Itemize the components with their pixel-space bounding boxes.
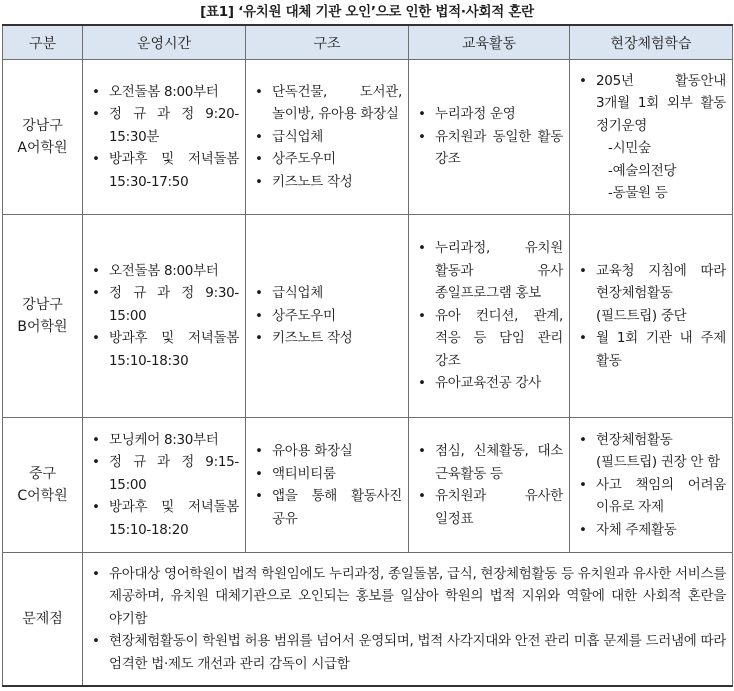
- table-row: [3, 60, 733, 215]
- list-item: • 점심, 신체활동, 대소 근육활동 등: [411, 440, 563, 485]
- header-row: [3, 25, 733, 60]
- list-item: • 유아대상 영어학원이 법적 학원임에도 누리과정, 종일돌봄, 급식, 현장체험활동 등 유치원과 유사한 서비스를 제공하며, 유치원 대체기관으로 오인되는 홍보를 일삼아 학원의 법적 지위와 역할에 대한 사회적 혼란을 야기함: [85, 563, 726, 631]
- list-item: • 유아 컨디션, 관계, 적응 등 담임 관리 강조: [411, 305, 563, 373]
- list-item: -예술의전당: [608, 162, 677, 179]
- list-item: • 월 1회 기관 내 주제 활동: [572, 327, 726, 372]
- structure-cell: [246, 215, 409, 418]
- row-label: 강남구 B어학원: [3, 215, 83, 418]
- list-item: • 키즈노트 작성: [248, 327, 402, 350]
- list-item: • 205년 활동안내 3개월 1회 외부 활동 정기운영: [572, 70, 726, 138]
- list-item: • 정 규 과 정 9:20-15:30분: [85, 103, 239, 148]
- comparison-table: [2, 24, 733, 687]
- list-item: -시민숲: [608, 140, 651, 156]
- header-field-trip: 현장체험학습: [570, 25, 733, 60]
- list-item: • 단독건물, 도서관, 놀이방, 유아용 화장실: [248, 81, 402, 126]
- problem-cell: [83, 553, 733, 686]
- list-item: • 방과후 및 저녁돌봄 15:10-18:30: [85, 327, 239, 372]
- structure-cell: [246, 60, 409, 215]
- field-cell: [570, 215, 733, 418]
- field-cell: [570, 418, 733, 553]
- list-item: • 오전돌봄 8:00부터: [85, 81, 239, 104]
- list-item: • 앱을 통해 활동사진 공유: [248, 485, 402, 530]
- header-structure: 구조: [246, 25, 409, 60]
- list-item: • 현장체험활동이 학원법 허용 범위를 넘어서 운영되며, 법적 사각지대와 안전 관리 미흡 문제를 드러냄에 따라 엄격한 법·제도 개선과 관리 감독이 시급함: [85, 630, 726, 675]
- structure-cell: [246, 418, 409, 553]
- education-cell: [409, 60, 570, 215]
- list-item: • 유아교육전공 강사: [411, 372, 563, 395]
- hours-cell: [83, 418, 246, 553]
- list-item: • 액티비티룸: [248, 463, 402, 486]
- list-item: • 오전돌봄 8:00부터: [85, 260, 239, 283]
- field-cell: [570, 60, 733, 215]
- list-item: • 키즈노트 작성: [248, 171, 402, 194]
- header-category: 구분: [3, 25, 83, 60]
- list-item: • 정 규 과 정 9:15-15:00: [85, 451, 239, 496]
- row-label: 강남구 A어학원: [3, 60, 83, 215]
- list-item: • 방과후 및 저녁돌봄 15:30-17:50: [85, 148, 239, 193]
- list-item: • 사고 책임의 어려움 이유로 자제: [572, 474, 726, 519]
- header-hours: 운영시간: [83, 25, 246, 60]
- list-item: • 유아용 화장실: [248, 440, 402, 463]
- list-item: • 방과후 및 저녁돌봄 15:10-18:20: [85, 496, 239, 541]
- education-cell: [409, 215, 570, 418]
- list-item: • 유치원과 유사한 일정표: [411, 485, 563, 530]
- list-item: • 자체 주제활동: [572, 519, 726, 542]
- list-item: • 누리과정, 유치원 활동과 유사 종일프로그램 홍보: [411, 237, 563, 305]
- education-cell: [409, 418, 570, 553]
- problem-row: [3, 553, 733, 686]
- hours-cell: [83, 215, 246, 418]
- header-education: 교육활동: [409, 25, 570, 60]
- list-item: • 모닝케어 8:30부터: [85, 429, 239, 452]
- table-row: [3, 418, 733, 553]
- problem-label: 문제점: [3, 553, 83, 686]
- list-item: • 누리과정 운영: [411, 103, 563, 126]
- table-row: [3, 215, 733, 418]
- hours-cell: [83, 60, 246, 215]
- list-item: • 정 규 과 정 9:30-15:00: [85, 282, 239, 327]
- list-item: • 현장체험활동(필드트립) 권장 안 함: [572, 429, 726, 474]
- list-item: • 급식업체: [248, 126, 402, 149]
- list-item: • 교육청 지침에 따라 현장체험활동(필드트립) 중단: [572, 260, 726, 328]
- list-item: -동물원 등: [608, 185, 668, 201]
- list-item: • 상주도우미: [248, 305, 402, 328]
- list-item: • 유치원과 동일한 활동 강조: [411, 126, 563, 171]
- row-label: 중구 C어학원: [3, 418, 83, 553]
- list-item: • 상주도우미: [248, 148, 402, 171]
- table-title: [표1] ‘유치원 대체 기관 오인’으로 인한 법적·사회적 혼란: [200, 4, 534, 20]
- list-item: • 급식업체: [248, 282, 402, 305]
